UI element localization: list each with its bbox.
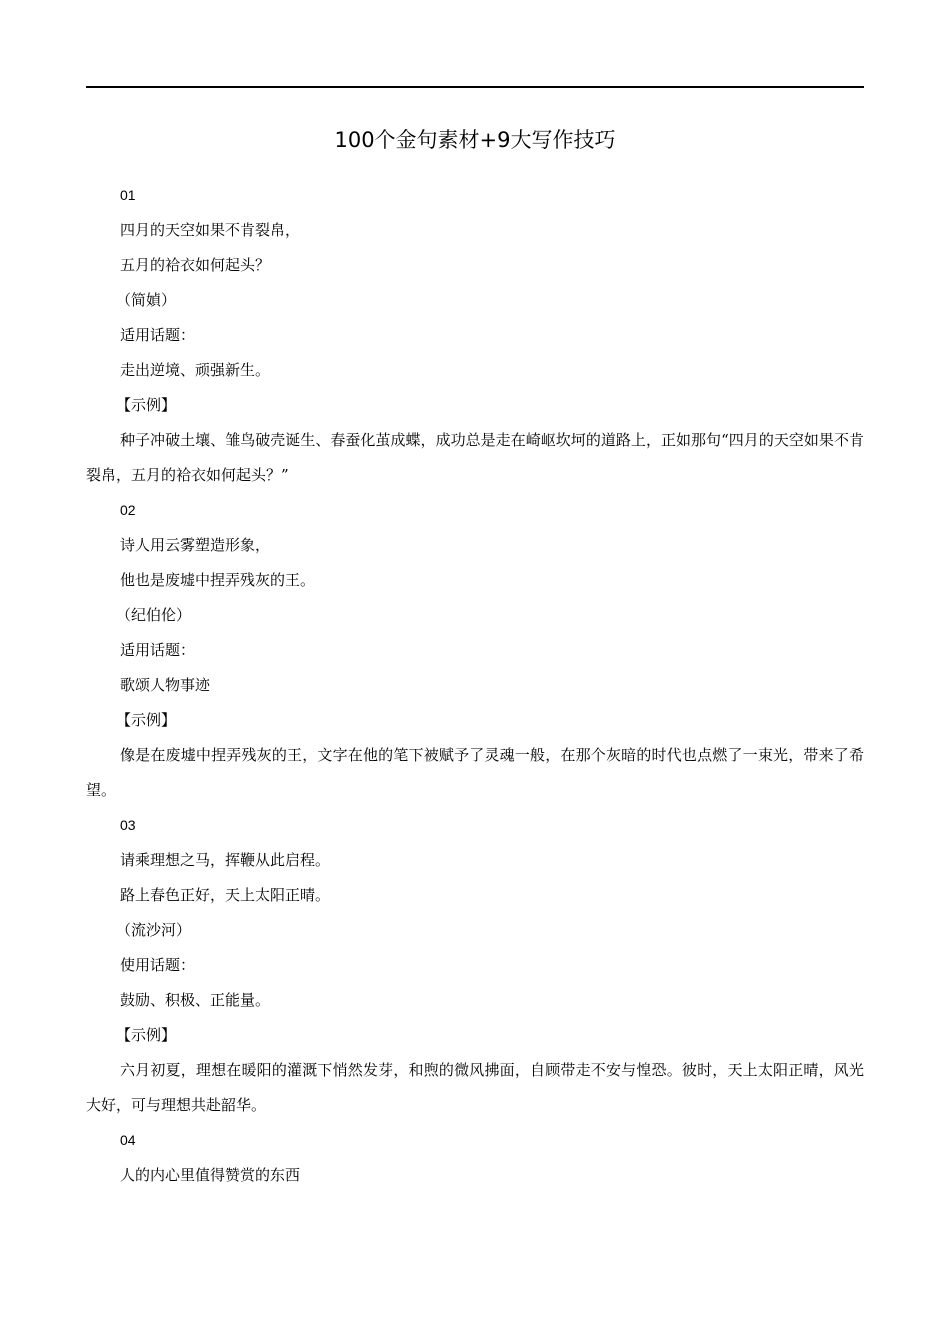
topic-label: 适用话题： xyxy=(120,326,196,344)
example-text: 种子冲破土壤、雏鸟破壳诞生、春蚕化茧成蝶，成功总是走在崎岖坎坷的道路上，正如那句“四月的天空如果不肯裂帛，五月的袷衣如何起头？” xyxy=(86,431,864,484)
example-text: 像是在废墟中捏弄残灰的王，文字在他的笔下被赋予了灵魂一般，在那个灰暗的时代也点燃了一束光，带来了希望。 xyxy=(86,746,864,799)
quote-line-1: 诗人用云雾塑造形象， xyxy=(120,536,271,554)
quote-line-1: 人的内心里值得赞赏的东西 xyxy=(120,1166,301,1184)
item-number: 02 xyxy=(120,502,136,518)
topic-text: 歌颂人物事迹 xyxy=(120,676,211,694)
topic-label: 使用话题： xyxy=(120,956,196,974)
topic-text: 走出逆境、顽强新生。 xyxy=(120,361,271,379)
example-text: 六月初夏，理想在暖阳的灌溉下悄然发芽，和煦的微风拂面，自顾带走不安与惶恐。彼时，天上太阳正晴，风光大好，可与理想共赴韶华。 xyxy=(86,1061,864,1114)
item-number: 04 xyxy=(120,1132,136,1148)
quote-line-1: 四月的天空如果不肯裂帛， xyxy=(120,221,301,239)
quote-item-03 xyxy=(86,808,864,1123)
example-label: 【示例】 xyxy=(116,396,177,414)
document-title: 100个金句素材+9大写作技巧 xyxy=(334,128,616,152)
topic-label: 适用话题： xyxy=(120,641,196,659)
document-body xyxy=(86,178,864,1193)
example-label: 【示例】 xyxy=(116,1026,177,1044)
quote-item-04 xyxy=(86,1123,864,1193)
quote-item-02 xyxy=(86,493,864,808)
quote-line-2: 五月的袷衣如何起头？ xyxy=(120,256,271,274)
header-rule xyxy=(86,86,864,88)
item-number: 01 xyxy=(120,187,136,203)
example-label: 【示例】 xyxy=(116,711,177,729)
quote-author: （流沙河） xyxy=(116,921,192,939)
quote-author: （简媜） xyxy=(116,291,177,309)
quote-line-2: 他也是废墟中捏弄残灰的王。 xyxy=(120,571,316,589)
quote-line-2: 路上春色正好，天上太阳正晴。 xyxy=(120,886,331,904)
quote-author: （纪伯伦） xyxy=(116,606,192,624)
topic-text: 鼓励、积极、正能量。 xyxy=(120,991,271,1009)
quote-item-01 xyxy=(86,178,864,493)
item-number: 03 xyxy=(120,817,136,833)
quote-line-1: 请乘理想之马，挥鞭从此启程。 xyxy=(120,851,331,869)
